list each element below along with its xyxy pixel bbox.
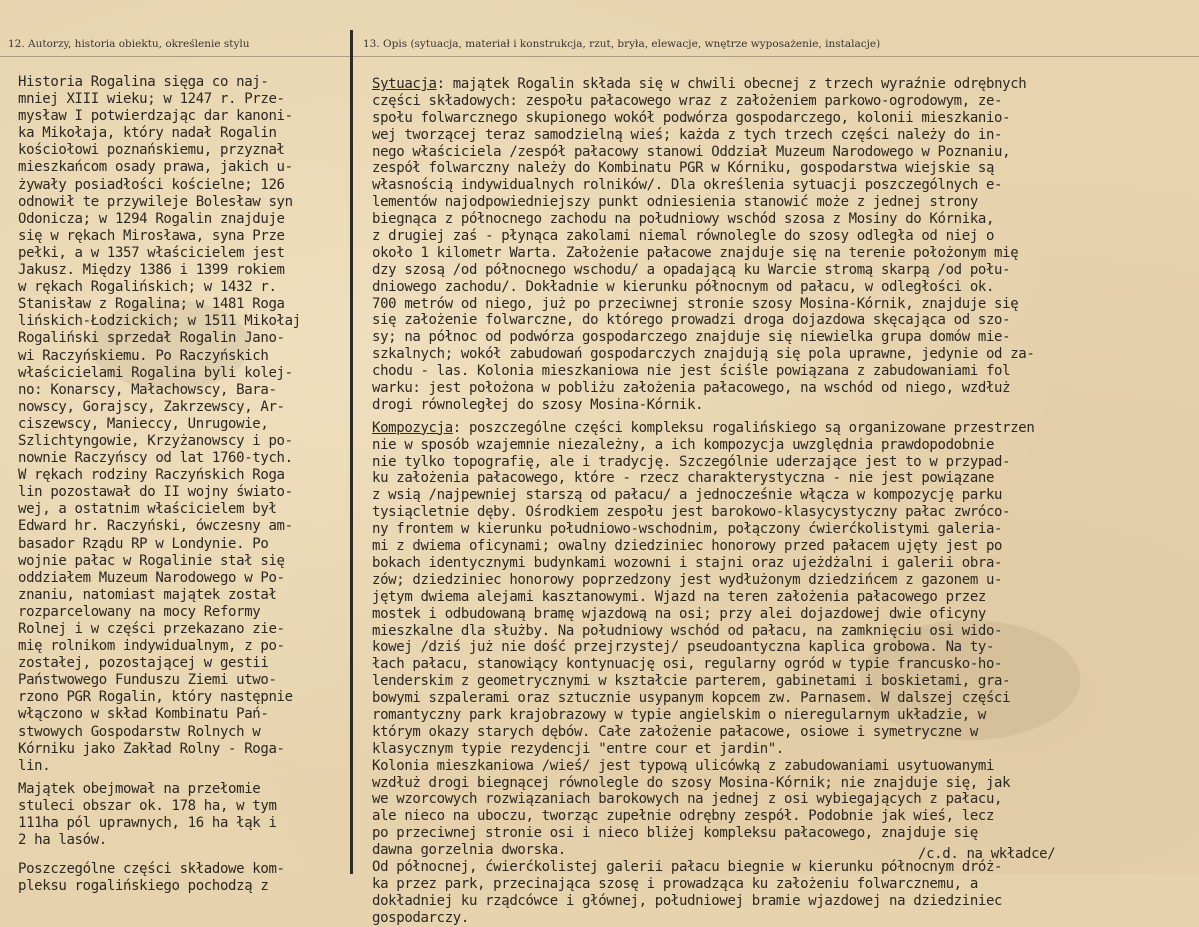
text-line: Poszczególne części składowe kom- <box>18 861 285 878</box>
history-paragraph <box>18 74 353 775</box>
kompozycja-first-text: : poszczególne części kompleksu rogalińskiego są organizowane przestrzen <box>452 419 1035 436</box>
text-line: znaniu, natomiast majątek został <box>18 586 277 603</box>
text-line: ka Mikołaja, który nadał Rogalin <box>18 125 277 142</box>
text-line: klasycznym typie rezydencji "entre cour et jardin". <box>372 740 785 757</box>
text-line: stwowych Gospodarstw Rolnych w <box>18 723 261 740</box>
text-line: bowymi szpalerami oraz sztucznie usypanym kopcem zw. Parnasem. W dalszej części <box>372 690 1011 707</box>
text-line: ka przez park, przecinająca szosę i prowadząca ku założeniu folwarcznemu, a <box>372 875 978 892</box>
kompozycja-first-line <box>372 420 1199 437</box>
sytuacja-first-text: : majątek Rogalin składa się w chwili obecnej z trzech wyraźnie odrębnych <box>436 76 1027 92</box>
kompozycja-heading: Kompozycja <box>372 419 453 436</box>
text-line: tysiącletnie dęby. Ośrodkiem zespołu jest barokowo-klasycystyczny pałac zwróco- <box>372 504 1011 521</box>
text-line: rozparcelowany na mocy Reformy <box>18 603 261 620</box>
sytuacja-body <box>372 93 1199 414</box>
text-line: po przeciwnej stronie osi i nieco bliżej kompleksu pałacowego, znajduje się <box>372 825 978 842</box>
description-column <box>372 76 1199 927</box>
history-column <box>18 74 353 895</box>
text-line: w rękach Rogalińskich; w 1432 r. <box>18 279 277 296</box>
estate-area-paragraph <box>18 781 353 849</box>
text-line: Majątek obejmował na przełomie <box>18 780 261 797</box>
text-line: drogi równoległej do szosy Mosina-Kórnik. <box>372 396 704 413</box>
text-line: 111ha pól uprawnych, 16 ha łąk i <box>18 815 277 832</box>
text-line: Państwowego Funduszu Ziemi utwo- <box>18 672 277 689</box>
section-12-heading: 12. Autorzy, historia obiektu, określenie stylu <box>8 38 250 50</box>
text-line: ku założenia pałacowego, które - rzecz charakterystyczna - nie jest powiązane <box>372 470 995 487</box>
text-line: Rogaliński sprzedał Rogalin Jano- <box>18 330 285 347</box>
text-line: lińskich-Łodzickich; w 1511 Mikołaj <box>18 313 301 330</box>
components-paragraph <box>18 861 353 895</box>
text-line: basador Rządu RP w Londynie. Po <box>18 535 269 552</box>
text-line: mieszkańcom osady prawa, jakich u- <box>18 159 293 176</box>
text-line: odnowił te przywileje Bolesław syn <box>18 193 293 210</box>
text-line: W rękach rodziny Raczyńskich Roga <box>18 467 285 484</box>
text-line: kościołowi poznańskiemu, przyznał <box>18 142 285 159</box>
text-line: bokach identycznymi budynkami wozowni i stajni oraz ujeżdżalni i galerii obra- <box>372 554 1003 571</box>
text-line: Od północnej, ćwierćkolistej galerii pałacu biegnie w kierunku północnym dróż- <box>372 858 1003 875</box>
text-line: łach pałacu, stanowiący kontynuację osi, regularny ogród w typie francusko-ho- <box>372 656 1003 673</box>
text-line: mostek i odbudowaną bramę wjazdową na osi; przy alei dojazdowej dwie oficyny <box>372 605 986 622</box>
text-line: Kórniku jako Zakład Rolny - Roga- <box>18 740 285 757</box>
text-line: no: Konarscy, Małachowscy, Bara- <box>18 381 277 398</box>
sytuacja-heading: Sytuacja <box>372 76 437 92</box>
text-line: dzy szosą /od północnego wschodu/ a opadającą ku Warcie stromą skarpą /od połu- <box>372 261 1011 278</box>
continuation-note: /c.d. na wkładce/ <box>918 846 1056 862</box>
text-line: oddziałem Muzeum Narodowego w Po- <box>18 569 285 586</box>
text-line: zów; dziedziniec honorowy poprzedzony jest wydłużonym dziedzińcem z gazonem u- <box>372 571 1003 588</box>
text-line: wojnie pałac w Rogalinie stał się <box>18 552 285 569</box>
text-line: włączono w skład Kombinatu Pań- <box>18 706 269 723</box>
text-line: romantyczny park krajobrazowy w typie angielskim o nieregularnym układzie, w <box>372 706 986 723</box>
kompozycja-body <box>372 437 1199 927</box>
text-line: Historia Rogalina sięga co naj- <box>18 74 269 90</box>
text-line: nego właściciela /zespół pałacowy stanowi Oddział Muzeum Narodowego w Poznaniu, <box>372 143 1011 160</box>
text-line: gospodarczy. <box>372 909 469 926</box>
text-line: zostałej, pozostającej w gestii <box>18 655 269 672</box>
text-line: się założenie folwarczne, do którego prowadzi droga dojazdowa skęcająca od szo- <box>372 312 1011 329</box>
text-line: Edward hr. Raczyński, ówczesny am- <box>18 518 293 535</box>
text-line: lementów najodpowiedniejszy punkt odniesienia stanowić może z jednej strony <box>372 194 978 211</box>
text-line: wej, a ostatnim właścicielem był <box>18 501 277 518</box>
text-line: 700 metrów od niego, już po przeciwnej stronie szosy Mosina-Kórnik, znajduje się <box>372 295 1019 312</box>
text-line: dawna gorzelnia dworska. <box>372 842 566 859</box>
text-line: dniowego zachodu/. Dokładnie w kierunku północnym od pałacu, w odległości ok. <box>372 278 995 295</box>
text-line: Kolonia mieszkaniowa /wieś/ jest typową ulicówką z zabudowaniami usytuowanymi <box>372 757 995 774</box>
text-line: właścicielami Rogalina byli kolej- <box>18 364 293 381</box>
text-line: mi z dwiema oficynami; owalny dziedziniec honorowy przed pałacem ujęty jest po <box>372 538 1003 555</box>
header-rule <box>0 56 1199 57</box>
kompozycja-section <box>372 420 1199 927</box>
text-line: dokładniej ku rządcówce i głównej, południowej bramie wjazdowej na dziedziniec <box>372 892 1003 909</box>
text-line: się w rękach Mirosława, syna Prze <box>18 227 285 244</box>
text-line: rzono PGR Rogalin, który następnie <box>18 689 293 706</box>
text-line: Szlichtyngowie, Krzyżanowscy i po- <box>18 432 293 449</box>
text-line: mniej XIII wieku; w 1247 r. Prze- <box>18 91 285 108</box>
text-line: we wzorcowych rozwiązaniach barokowych na jednej z osi wybiegających z pałacu, <box>372 791 1003 808</box>
text-line: Stanisław z Rogalina; w 1481 Roga <box>18 296 285 313</box>
text-line: stuleci obszar ok. 178 ha, w tym <box>18 797 277 814</box>
text-line: warku: jest położona w pobliżu założenia pałacowego, na wschód od niego, wzdłuż <box>372 380 1011 397</box>
text-line: nie w sposób wzajemnie niezależny, a ich kompozycja uwzględnia prawdopodobnie <box>372 436 995 453</box>
text-line: szkalnych; wokół zabudowań gospodarczych znajdują się pola uprawne, jedynie od za- <box>372 346 1035 363</box>
text-line: biegnąca z północnego zachodu na południowy wschód szosa z Mosiny do Kórnika, <box>372 211 995 228</box>
text-line: z drugiej zaś - płynąca zakolami niemal równolegle do szosy odległa od niej o <box>372 228 995 245</box>
text-line: kowej /dziś już nie dość przejrzystej/ pseudoantyczna kaplica grobowa. Na ty- <box>372 639 995 656</box>
text-line: chodu - las. Kolonia mieszkaniowa nie jest ściśle powiązana z zabudowaniami fol <box>372 363 1011 380</box>
text-line: 2 ha lasów. <box>18 832 107 849</box>
text-line: wej tworzącej teraz samodzielną wieś; każda z tych trzech części należy do in- <box>372 126 1003 143</box>
text-line: pełki, a w 1357 właścicielem jest <box>18 244 285 261</box>
text-line: mieszkalne dla służby. Na południowy wschód od pałacu, na zamknięciu osi wido- <box>372 622 1003 639</box>
text-line: zespół folwarczny należy do Kombinatu PGR w Kórniku, gospodarstwa wiejskie są <box>372 160 995 177</box>
text-line: wzdłuż drogi biegnącej równolegle do szosy Mosina-Kórnik; nie znajduje się, jak <box>372 774 1011 791</box>
text-line: z wsią /najpewniej starszą od pałacu/ a jednocześnie włącza w kompozycję parku <box>372 487 1003 504</box>
text-line: Odonicza; w 1294 Rogalin znajduje <box>18 210 285 227</box>
text-line: około 1 kilometr Warta. Założenie pałacowe znajduje się na terenie położonym mię <box>372 244 1019 261</box>
text-line: części składowych: zespołu pałacowego wraz z założeniem parkowo-ogrodowym, ze- <box>372 92 1003 109</box>
text-line: lenderskim z geometrycznymi w kształcie parterem, gabinetami i boskietami, gra- <box>372 673 1011 690</box>
text-line: nowscy, Gorajscy, Zakrzewscy, Ar- <box>18 398 285 415</box>
text-line: nie tylko topografię, ale i tradycję. Szczególnie uderzające jest to w przypad- <box>372 453 1011 470</box>
text-line: ciszewscy, Manieccy, Unrugowie, <box>18 415 269 432</box>
text-line: którym okazy starych dębów. Całe założenie pałacowe, osiowe i symetryczne w <box>372 723 978 740</box>
text-line: ale nieco na uboczu, tworząc zupełnie odrębny zespół. Podobnie jak wieś, lecz <box>372 808 995 825</box>
section-13-heading: 13. Opis (sytuacja, materiał i konstrukcja, rzut, bryła, elewacje, wnętrze wyposażenie, instalacje) <box>363 38 881 50</box>
text-line: mysław I potwierdzając dar kanoni- <box>18 108 293 125</box>
text-line: wi Raczyńskiemu. Po Raczyńskich <box>18 347 269 364</box>
text-line: pleksu rogalińskiego pochodzą z <box>18 878 269 895</box>
text-line: lin pozostawał do II wojny świato- <box>18 484 293 501</box>
text-line: nownie Raczyńscy od lat 1760-tych. <box>18 450 293 467</box>
text-line: lin. <box>18 757 51 774</box>
text-line: Rolnej i w części przekazano zie- <box>18 621 285 637</box>
text-line: mię rolnikom indywidualnym, z po- <box>18 638 285 655</box>
sytuacja-first-line <box>372 76 1199 93</box>
text-line: żywały posiadłości kościelne; 126 <box>18 176 285 193</box>
text-line: jętym dwiema alejami kasztanowymi. Wjazd na teren założenia pałacowego przez <box>372 588 986 605</box>
text-line: sy; na północ od podwórza gospodarczego znajduje się niewielka grupa domów mie- <box>372 329 1011 346</box>
text-line: własnością indywidualnych rolników/. Dla określenia sytuacji poszczególnych e- <box>372 177 1003 194</box>
text-line: ny frontem w kierunku południowo-wschodnim, połączony ćwierćkolistymi galeria- <box>372 521 1003 538</box>
sytuacja-section <box>372 76 1199 414</box>
text-line: Jakusz. Między 1386 i 1399 rokiem <box>18 262 285 279</box>
text-line: społu folwarcznego skupionego wokół podwórza gospodarczego, kolonii mieszkanio- <box>372 109 1011 126</box>
